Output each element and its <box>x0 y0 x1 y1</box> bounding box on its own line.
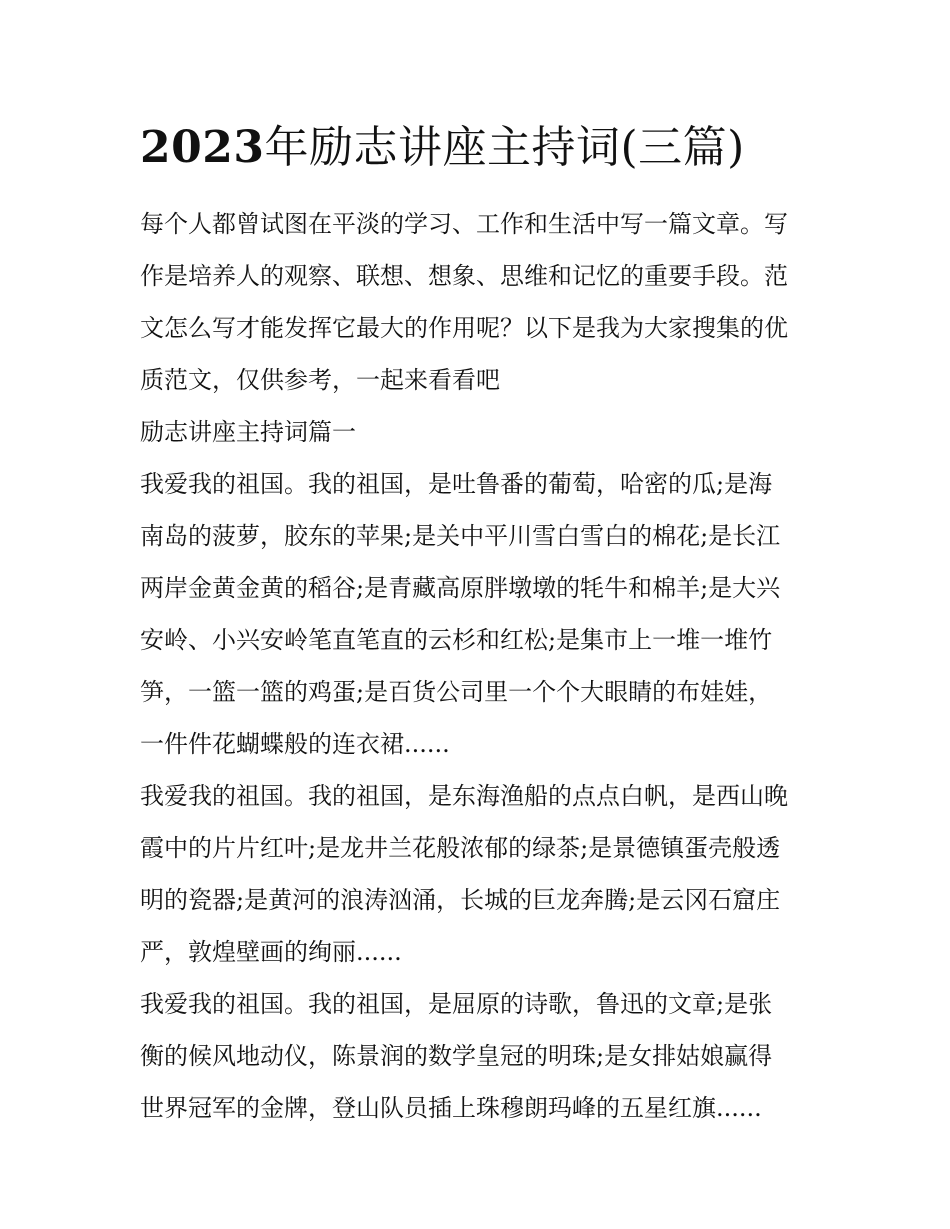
body-line: 作是培养人的观察、联想、想象、思维和记忆的重要手段。范 <box>140 262 788 290</box>
body-line: 笋，一篮一篮的鸡蛋;是百货公司里一个个大眼睛的布娃娃， <box>140 678 773 706</box>
body-line: 质范文，仅供参考，一起来看看吧 <box>140 366 500 394</box>
section-heading: 励志讲座主持词篇一 <box>140 418 356 446</box>
body-line: 安岭、小兴安岭笔直笔直的云杉和红松;是集市上一堆一堆竹 <box>140 626 773 654</box>
title-text: 年励志讲座主持词(三篇) <box>264 122 745 173</box>
body-line: 霞中的片片红叶;是龙井兰花般浓郁的绿茶;是景德镇蛋壳般透 <box>140 834 781 862</box>
body-line: 两岸金黄金黄的稻谷;是青藏高原胖墩墩的牦牛和棉羊;是大兴 <box>140 574 781 602</box>
body-line: 文怎么写才能发挥它最大的作用呢？以下是我为大家搜集的优 <box>140 314 788 342</box>
document-body <box>140 198 812 1134</box>
body-line: 我爱我的祖国。我的祖国，是吐鲁番的葡萄，哈密的瓜;是海 <box>140 470 773 498</box>
body-line: 我爱我的祖国。我的祖国，是东海渔船的点点白帆，是西山晚 <box>140 782 788 810</box>
body-line: 我爱我的祖国。我的祖国，是屈原的诗歌，鲁迅的文章;是张 <box>140 990 773 1018</box>
body-line: 明的瓷器;是黄河的浪涛汹涌，长城的巨龙奔腾;是云冈石窟庄 <box>140 886 781 914</box>
body-line: 严，敦煌壁画的绚丽...... <box>140 938 402 966</box>
body-line: 南岛的菠萝，胶东的苹果;是关中平川雪白雪白的棉花;是长江 <box>140 522 781 550</box>
document-title <box>140 118 840 178</box>
title-year: 2023 <box>140 122 265 173</box>
body-line: 每个人都曾试图在平淡的学习、工作和生活中写一篇文章。写 <box>140 210 788 238</box>
body-line: 衡的候风地动仪，陈景润的数学皇冠的明珠;是女排姑娘赢得 <box>140 1042 773 1070</box>
body-line: 世界冠军的金牌，登山队员插上珠穆朗玛峰的五星红旗...... <box>140 1094 762 1122</box>
body-line: 一件件花蝴蝶般的连衣裙...... <box>140 730 450 758</box>
